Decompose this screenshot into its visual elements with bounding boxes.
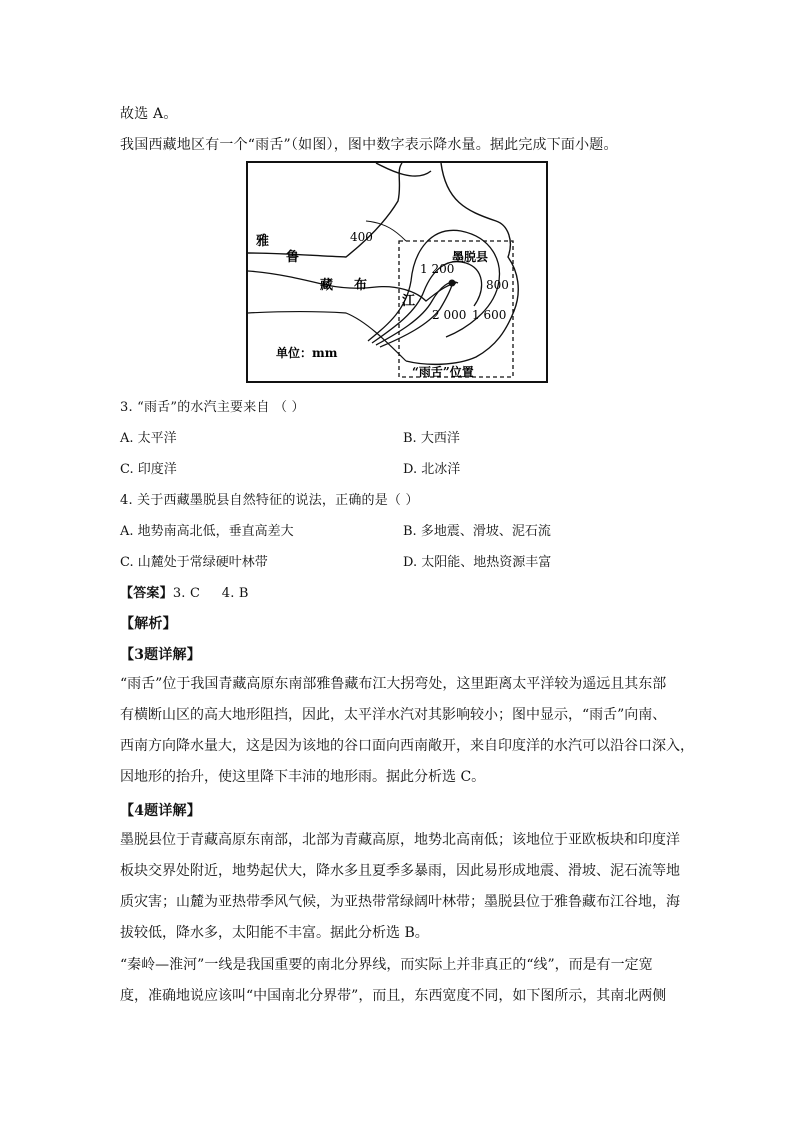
q4-option-c: C. 山麓处于常绿硬叶林带 <box>120 555 268 570</box>
q3-stem: 3. “雨舌”的水汽主要来自 （ ） <box>120 400 305 415</box>
county-label: 墨脱县 <box>452 250 489 264</box>
q3-option-a: A. 太平洋 <box>120 431 177 446</box>
detail3-line-2: 有横断山区的高大地形阻挡，因此，太平洋水汽对其影响较小；图中显示，“雨舌”向南、 <box>120 707 667 723</box>
river-char-1: 雅 <box>256 234 270 249</box>
conclusion-line: 故选 A。 <box>120 106 178 122</box>
rain-tongue-map <box>246 161 548 383</box>
next-line-2: 度，准确地说应该叫“中国南北分界带”，而且，东西宽度不同，如下图所示，其南北两侧 <box>120 988 667 1004</box>
box-label: “雨舌”位置 <box>412 365 474 379</box>
detail3-line-1: “雨舌”位于我国青藏高原东南部雅鲁藏布江大拐弯处，这里距离太平洋较为遥远且其东部 <box>120 676 667 692</box>
q4-option-d: D. 太阳能、地热资源丰富 <box>403 555 552 570</box>
detail4-label: 【4题详解】 <box>120 803 201 819</box>
answer-text: 3. C 4. B <box>172 586 249 601</box>
detail3-line-4: 因地形的抬升，使这里降下丰沛的地形雨。据此分析选 C。 <box>120 769 486 785</box>
q4-stem: 4. 关于西藏墨脱县自然特征的说法，正确的是（ ） <box>120 493 419 508</box>
next-line-1: “秦岭—淮河”一线是我国重要的南北分界线，而实际上并非真正的“线”，而是有一定宽 <box>120 957 653 973</box>
isoline-label-800: 800 <box>486 278 509 292</box>
river-char-3: 藏 <box>320 278 334 293</box>
county-marker <box>449 280 456 287</box>
q3-option-c: C. 印度洋 <box>120 462 177 477</box>
unit-label: 单位：mm <box>276 346 338 360</box>
river-char-5: 江 <box>402 294 416 309</box>
question-intro: 我国西藏地区有一个“雨舌”（如图），图中数字表示降水量。据此完成下面小题。 <box>120 137 618 153</box>
detail3-paragraph <box>120 669 694 793</box>
isoline-label-400: 400 <box>350 230 373 244</box>
q3-option-d: D. 北冰洋 <box>403 462 461 477</box>
isoline-label-2000: 2 000 <box>432 308 467 322</box>
detail4-line-4: 拔较低，降水多，太阳能不丰富。据此分析选 B。 <box>120 925 429 941</box>
analysis-label: 【解析】 <box>120 616 177 632</box>
detail3-line-3: 西南方向降水量大，这是因为该地的谷口面向西南敞开，来自印度洋的水汽可以沿谷口深入， <box>120 738 694 754</box>
detail4-line-2: 板块交界处附近，地势起伏大，降水多且夏季多暴雨，因此易形成地震、滑坡、泥石流等地 <box>120 863 680 879</box>
q3-option-b: B. 大西洋 <box>403 431 460 446</box>
detail4-line-3: 质灾害；山麓为亚热带季风气候，为亚热带常绿阔叶林带；墨脱县位于雅鲁藏布江谷地，海 <box>120 894 680 910</box>
answer-label: 【答案】 <box>120 586 173 601</box>
q4-option-b: B. 多地震、滑坡、泥石流 <box>403 524 551 539</box>
river-char-2: 鲁 <box>286 250 300 265</box>
detail4-paragraph <box>120 825 680 949</box>
detail3-label: 【3题详解】 <box>120 647 201 663</box>
river-char-4: 布 <box>354 278 368 293</box>
detail4-line-1: 墨脱县位于青藏高原东南部，北部为青藏高原，地势北高南低；该地位于亚欧板块和印度洋 <box>120 832 680 848</box>
isoline-label-1600: 1 600 <box>472 308 507 322</box>
next-paragraph <box>120 950 676 1012</box>
q4-option-a: A. 地势南高北低，垂直高差大 <box>120 524 294 539</box>
answer-line <box>120 582 249 601</box>
isoline-label-1200: 1 200 <box>420 262 455 276</box>
